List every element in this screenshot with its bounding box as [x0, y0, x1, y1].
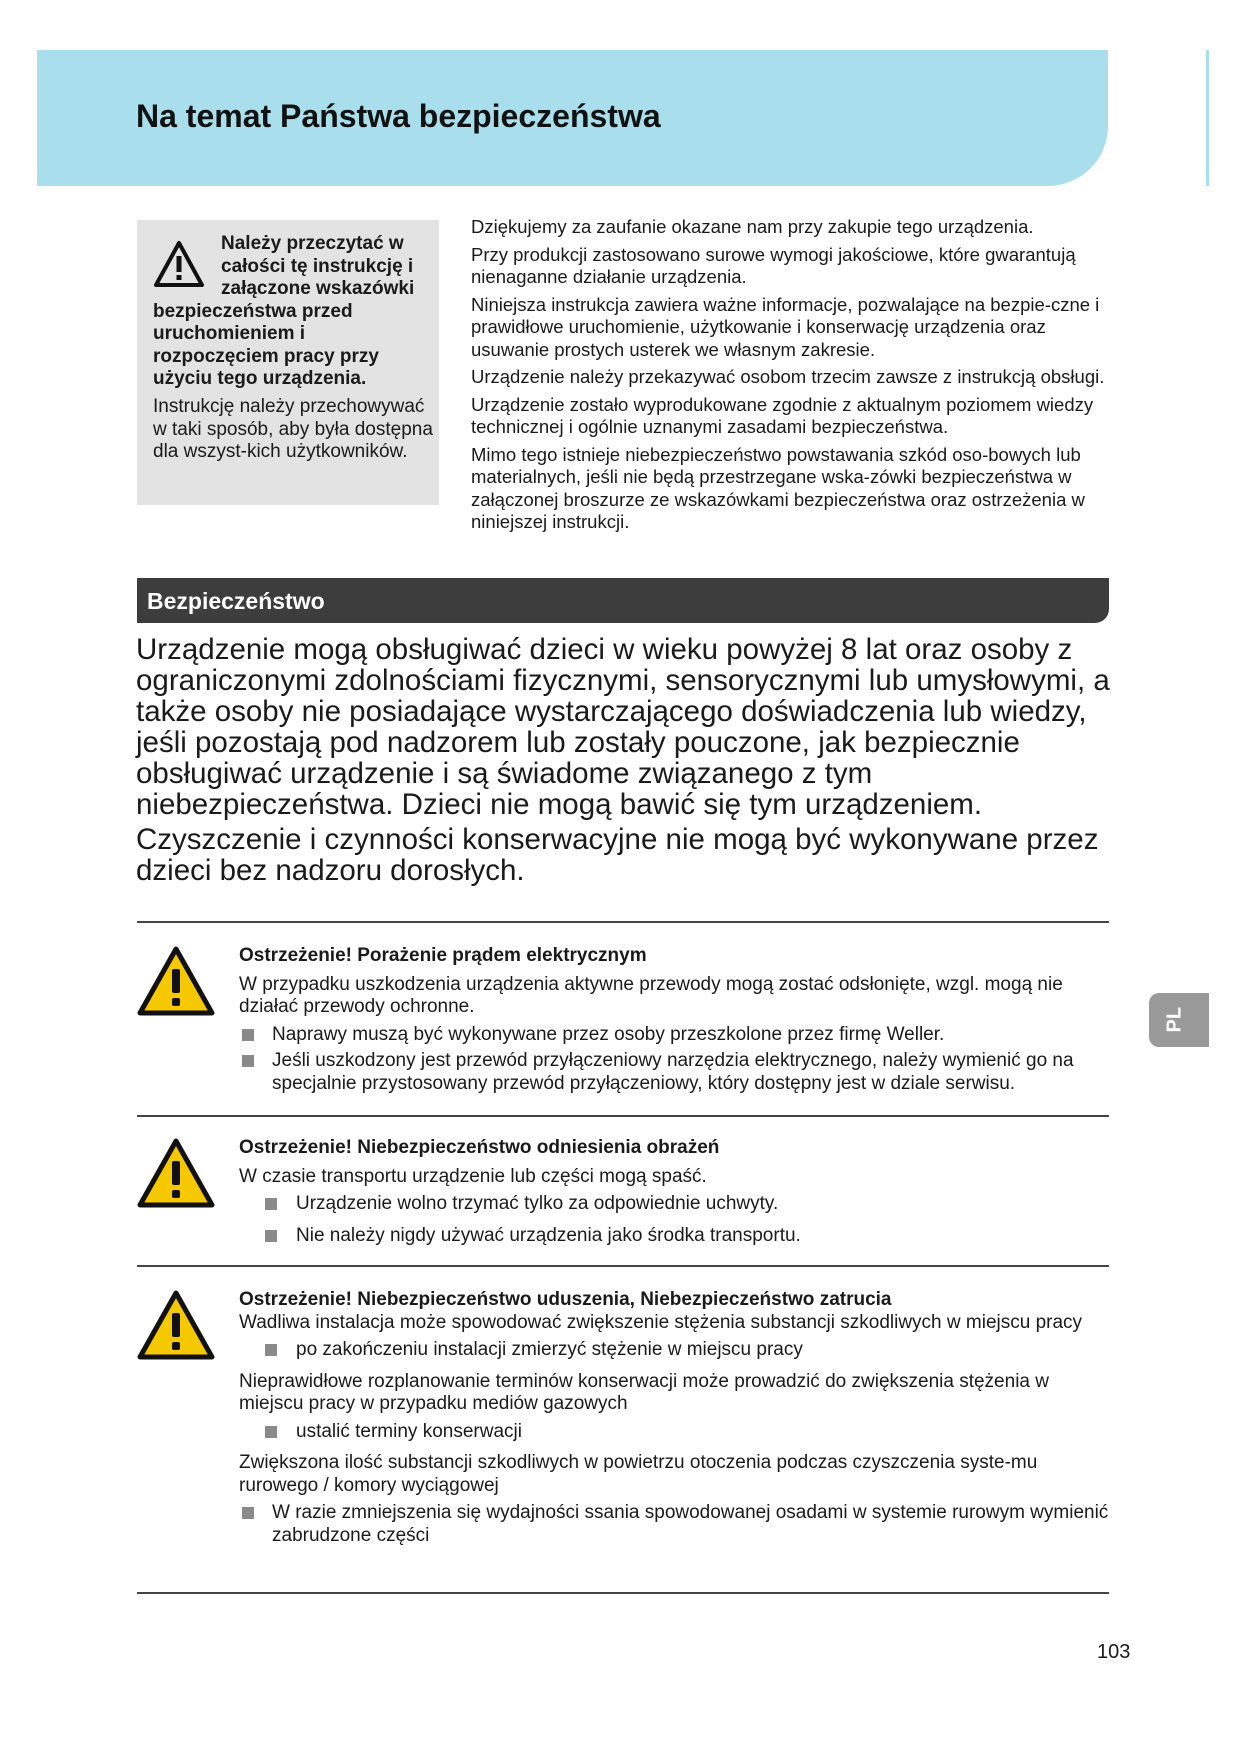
- warning-bullet: ustalić terminy konserwacji: [239, 1421, 1109, 1444]
- intro-paragraph: Dziękujemy za zaufanie okazane nam przy zakupie tego urządzenia.: [471, 216, 1034, 237]
- language-tab: [1149, 993, 1209, 1047]
- warning-bullet: Jeśli uszkodzony jest przewód przyłączeniowy narzędzia elektrycznego, należy wymienić go na specjalnie przystosowany przewód przyłączeniowy, który dostępny jest w dziale serwisu.: [239, 1050, 1109, 1095]
- warning-list: [239, 1421, 1109, 1444]
- intro-paragraphs: [471, 216, 1111, 539]
- warning-list: [239, 1502, 1109, 1547]
- warning-text: W przypadku uszkodzenia urządzenia aktywne przewody mogą zostać odsłonięte, wzgl. mogą nie działać przewody ochronne.: [239, 973, 1063, 1017]
- page-number: 103: [1097, 1641, 1131, 1663]
- intro-paragraph: Niniejsza instrukcja zawiera ważne informacje, pozwalające na bezpie-czne i prawidłowe uruchomienie, użytkowanie i konserwację urządzenia oraz usuwanie prostych usterek we własnym zakresie.: [471, 293, 1100, 360]
- warning-triangle-icon: [137, 1289, 215, 1361]
- safety-statement: [136, 634, 1121, 890]
- divider: [137, 1115, 1109, 1117]
- warning-triangle-icon: [137, 945, 215, 1017]
- warning-bullet: po zakończeniu instalacji zmierzyć stężenie w miejscu pracy: [239, 1339, 1109, 1362]
- warning-bullet: Urządzenie wolno trzymać tylko za odpowiednie uchwyty.: [239, 1193, 1109, 1216]
- warning-content: [239, 1289, 1109, 1552]
- intro-notice-box: [137, 220, 439, 505]
- section-bar: [137, 578, 1109, 623]
- warning-content: [239, 945, 1109, 1100]
- intro-bold-line: Należy przeczytać w: [221, 233, 404, 254]
- intro-normal-text: Instrukcję należy przechowywać w taki sposób, aby była dostępna dla wszyst-kich użytkowników.: [153, 396, 433, 462]
- warning-triangle-icon: [137, 1137, 215, 1209]
- warning-bullet: W razie zmniejszenia się wydajności ssania spowodowanej osadami w systemie rurowym wymienić zabrudzone części: [239, 1502, 1109, 1547]
- safety-paragraph: Urządzenie mogą obsługiwać dzieci w wieku powyżej 8 lat oraz osoby z ograniczonymi zdolnościami fizycznymi, sensorycznymi lub umysłowymi, a także osoby nie posiadające wystarczającego doświadczenia lub wiedzy, jeśli pozostają pod nadzorem lub zostały pouczone, jak bezpiecznie obsługiwać urządzenie i są świadome związanego z tym niebezpieczeństwa. Dzieci nie mogą bawić się tym urządzeniem.: [136, 633, 1110, 821]
- warning-text: Nieprawidłowe rozplanowanie terminów konserwacji może prowadzić do zwiększenia stężenia w miejscu pracy w przypadku mediów gazowych: [239, 1370, 1049, 1414]
- warning-content: [239, 1137, 1109, 1256]
- divider: [137, 1592, 1109, 1594]
- intro-paragraph: Mimo tego istnieje niebezpieczeństwo powstawania szkód oso-bowych lub materialnych, jeśli nie będą przestrzegane wska-zówki bezpieczeństwa w załączonej broszurze ze wskazówkami bezpieczeństwa oraz ostrzeżenia w niniejszej instrukcji.: [471, 443, 1085, 532]
- intro-paragraph: Urządzenie należy przekazywać osobom trzecim zawsze z instrukcją obsługi.: [471, 366, 1105, 387]
- header-edge: [1206, 50, 1209, 186]
- intro-paragraph: Przy produkcji zastosowano surowe wymogi jakościowe, które gwarantują nienaganne działanie urządzenia.: [471, 243, 1076, 287]
- divider: [137, 1265, 1109, 1267]
- warning-text: Wadliwa instalacja może spowodować zwiększenie stężenia substancji szkodliwych w miejscu pracy: [239, 1311, 1083, 1333]
- warning-list: [239, 1024, 1109, 1096]
- warning-list: [239, 1339, 1109, 1362]
- safety-paragraph: Czyszczenie i czynności konserwacyjne nie mogą być wykonywane przez dzieci bez nadzoru dorosłych.: [136, 823, 1099, 887]
- warning-title: Ostrzeżenie! Porażenie prądem elektrycznym: [239, 945, 647, 966]
- warning-text: W czasie transportu urządzenie lub części mogą spaść.: [239, 1165, 707, 1187]
- warning-bullet: Naprawy muszą być wykonywane przez osoby przeszkolone przez firmę Weller.: [239, 1024, 1109, 1047]
- intro-bold-line: całości tę instrukcję i: [221, 255, 414, 277]
- language-tab-label: PL: [1163, 1006, 1186, 1033]
- divider: [137, 921, 1109, 923]
- intro-bold-rest: bezpieczeństwa przed uruchomieniem i rozpoczęciem pracy przy użyciu tego urządzenia.: [153, 300, 379, 389]
- section-title: Bezpieczeństwo: [147, 588, 325, 614]
- page-title: Na temat Państwa bezpieczeństwa: [136, 98, 661, 134]
- warning-text: Zwiększona ilość substancji szkodliwych w powietrzu otoczenia podczas czyszczenia syste-mu rurowego / komory wyciągowej: [239, 1452, 1038, 1496]
- intro-paragraph: Urządzenie zostało wyprodukowane zgodnie z aktualnym poziomem wiedzy technicznej i ogólnie uznanymi zasadami bezpieczeństwa.: [471, 393, 1094, 437]
- warning-bullet: Nie należy nigdy używać urządzenia jako środka transportu.: [239, 1225, 1109, 1248]
- intro-bold-line: załączone wskazówki: [221, 278, 415, 299]
- intro-bold-text: [153, 233, 431, 391]
- warning-title: Ostrzeżenie! Niebezpieczeństwo uduszenia, Niebezpieczeństwo zatrucia: [239, 1289, 892, 1310]
- warning-title: Ostrzeżenie! Niebezpieczeństwo odniesienia obrażeń: [239, 1137, 720, 1158]
- warning-list: [239, 1193, 1109, 1247]
